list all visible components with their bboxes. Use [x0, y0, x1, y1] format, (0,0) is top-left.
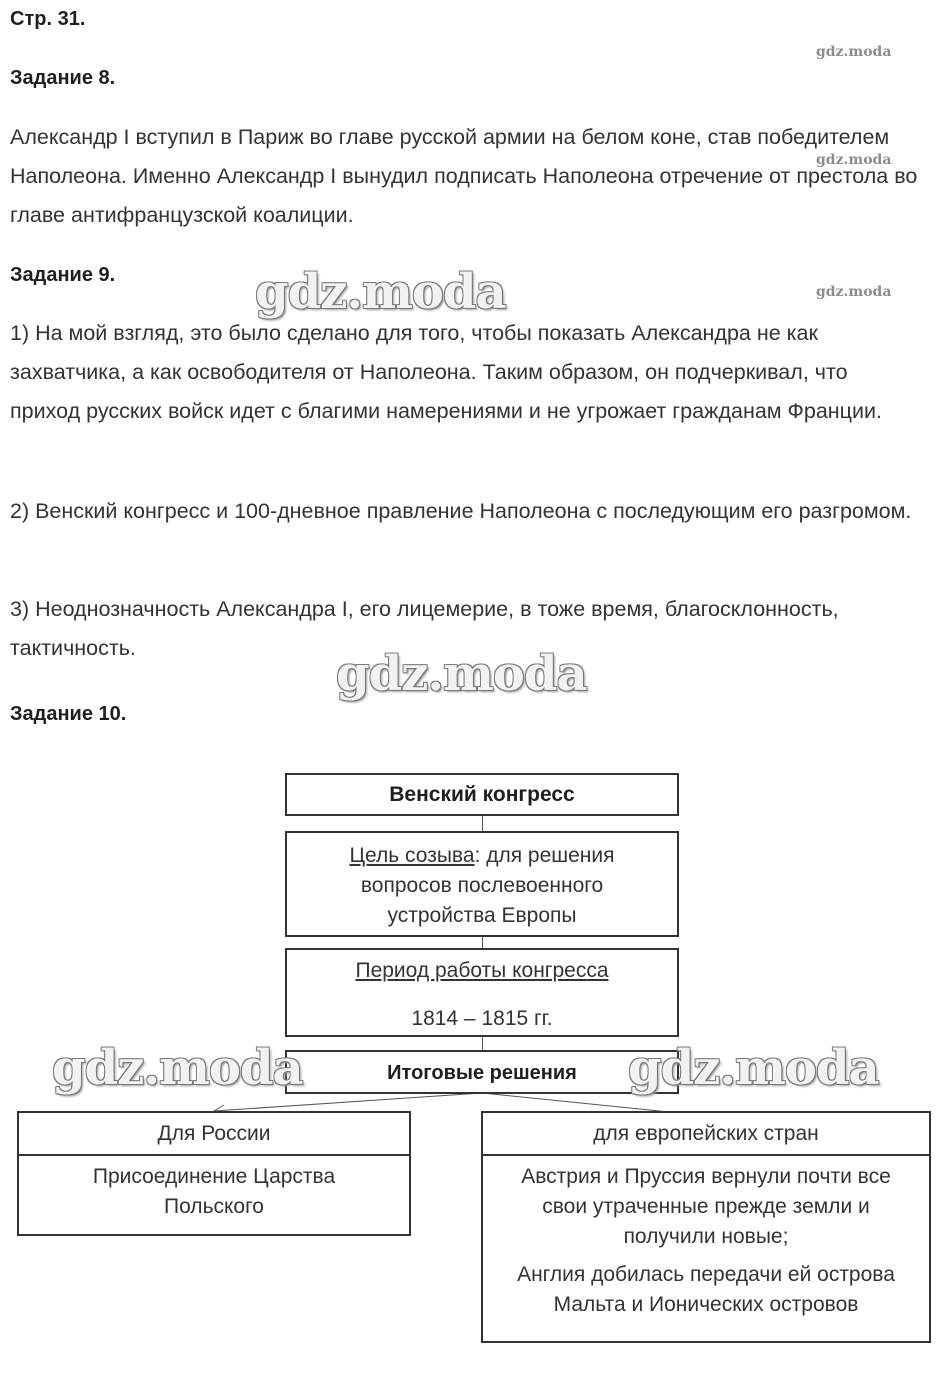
- russia-box: [17, 1111, 411, 1236]
- congress-title: Венский конгресс: [389, 783, 575, 806]
- goal-label: Цель созыва: [349, 844, 475, 867]
- task9-answer-3: 3) Неоднозначность Александра I, его лицемерие, в тоже время, благосклонность, тактичность.: [10, 597, 839, 660]
- europe-text-2: Англия добилась передачи ей острова Мальта и Ионических островов: [517, 1263, 895, 1316]
- watermark-large: gdz.moda: [336, 646, 587, 702]
- period-value: 1814 – 1815 гг.: [411, 1007, 553, 1030]
- task9-heading: Задание 9.: [10, 264, 116, 286]
- decisions-label: Итоговые решения: [387, 1062, 577, 1084]
- watermark-large: gdz.moda: [628, 1040, 879, 1096]
- watermark-large: gdz.moda: [52, 1040, 303, 1096]
- decisions-box: [285, 1050, 679, 1094]
- russia-text: Присоединение Царства Польского: [92, 1165, 336, 1218]
- russia-header: Для России: [19, 1113, 409, 1156]
- task8-paragraph: Александр I вступил в Париж во главе русской армии на белом коне, став победителем Наполеона. Именно Александр I вынудил подписать Наполеона отречение от престола во главе антифранцузской коалиции.: [10, 125, 918, 227]
- period-box: [285, 948, 679, 1037]
- goal-box: [285, 831, 679, 937]
- watermark-small: gdz.moda: [816, 44, 892, 60]
- period-label: Период работы конгресса: [355, 959, 609, 982]
- watermark-small: gdz.moda: [816, 284, 892, 300]
- watermark-small: gdz.moda: [816, 152, 892, 168]
- page-label: Стр. 31.: [10, 8, 86, 30]
- congress-title-box: [285, 773, 679, 816]
- europe-box: [481, 1111, 931, 1343]
- goal-text: : для решения вопросов послевоенного устройства Европы: [360, 844, 615, 927]
- task9-answer-1: 1) На мой взгляд, это было сделано для того, чтобы показать Александра не как захватчика, а как освободителя от Наполеона. Таким образом, он подчеркивал, что приход русских войск идет с благими намерениями и не угрожает гражданам Франции.: [10, 321, 882, 423]
- europe-text-1: Австрия и Пруссия вернули почти все свои утраченные прежде земли и получили новые;: [521, 1165, 891, 1248]
- europe-header: для европейских стран: [483, 1113, 929, 1156]
- watermark-large: gdz.moda: [255, 264, 506, 320]
- task10-heading: Задание 10.: [10, 703, 127, 725]
- task8-heading: Задание 8.: [10, 67, 116, 89]
- task9-answer-2: 2) Венский конгресс и 100-дневное правление Наполеона с последующим его разгромом.: [10, 499, 912, 523]
